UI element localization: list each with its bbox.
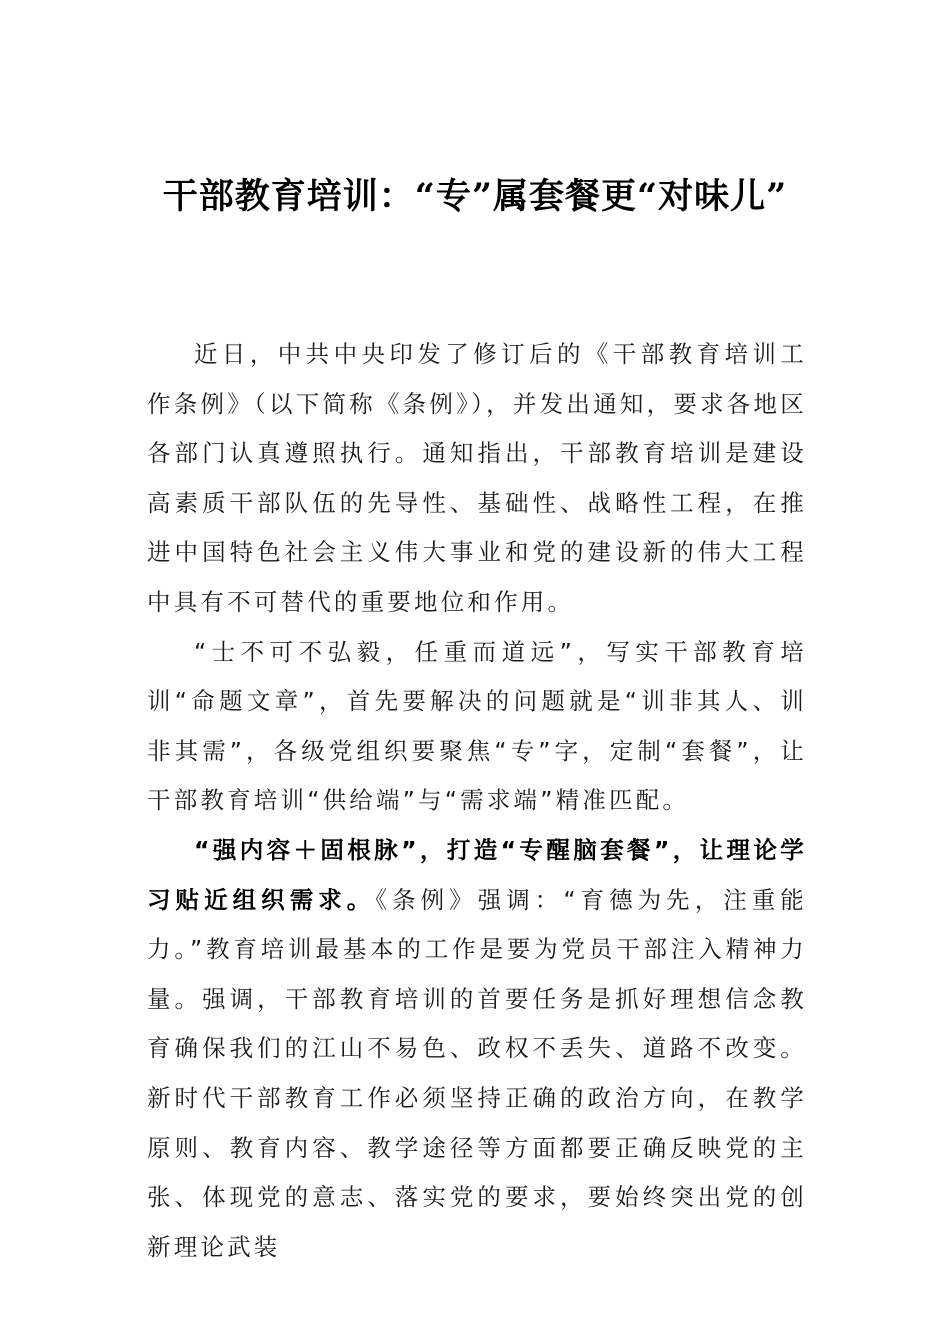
document-title: 干部教育培训：“专”属套餐更“对味儿” — [162, 176, 788, 217]
paragraph — [147, 826, 807, 1272]
document-body — [147, 330, 807, 1272]
paragraph — [147, 330, 807, 628]
paragraph-text: “士不可不弘毅，任重而道远”，写实干部教育培训“命题文章”，首先要解决的问题就是“训非其人、训非其需”，各级党组织要聚焦“专”字，定制“套餐”，让干部教育培训“供给端”与“需求端”精准匹配。 — [147, 637, 807, 815]
paragraph-text: 《条例》强调：“育德为先，注重能力。”教育培训最基本的工作是要为党员干部注入精神力量。强调，干部教育培训的首要任务是抓好理想信念教育确保我们的江山不易色、政权不丢失、道路不改变。新时代干部教育工作必须坚持正确的政治方向，在教学原则、教育内容、教学途径等方面都要正确反映党的主张、体现党的意志、落实党的要求，要始终突出党的创新理论武装 — [147, 885, 808, 1261]
paragraph — [147, 628, 807, 826]
paragraph-lead-sentence: “强内容＋固根脉”，打造“专醒脑套餐”，让理论学习贴近组织需求。 — [147, 835, 807, 914]
paragraph-text: 近日，中共中央印发了修订后的《干部教育培训工作条例》（以下简称《条例》），并发出通知，要求各地区各部门认真遵照执行。通知指出，干部教育培训是建设高素质干部队伍的先导性、基础性、战略性工程，在推进中国特色社会主义伟大事业和党的建设新的伟大工程中具有不可替代的重要地位和作用。 — [147, 340, 807, 616]
